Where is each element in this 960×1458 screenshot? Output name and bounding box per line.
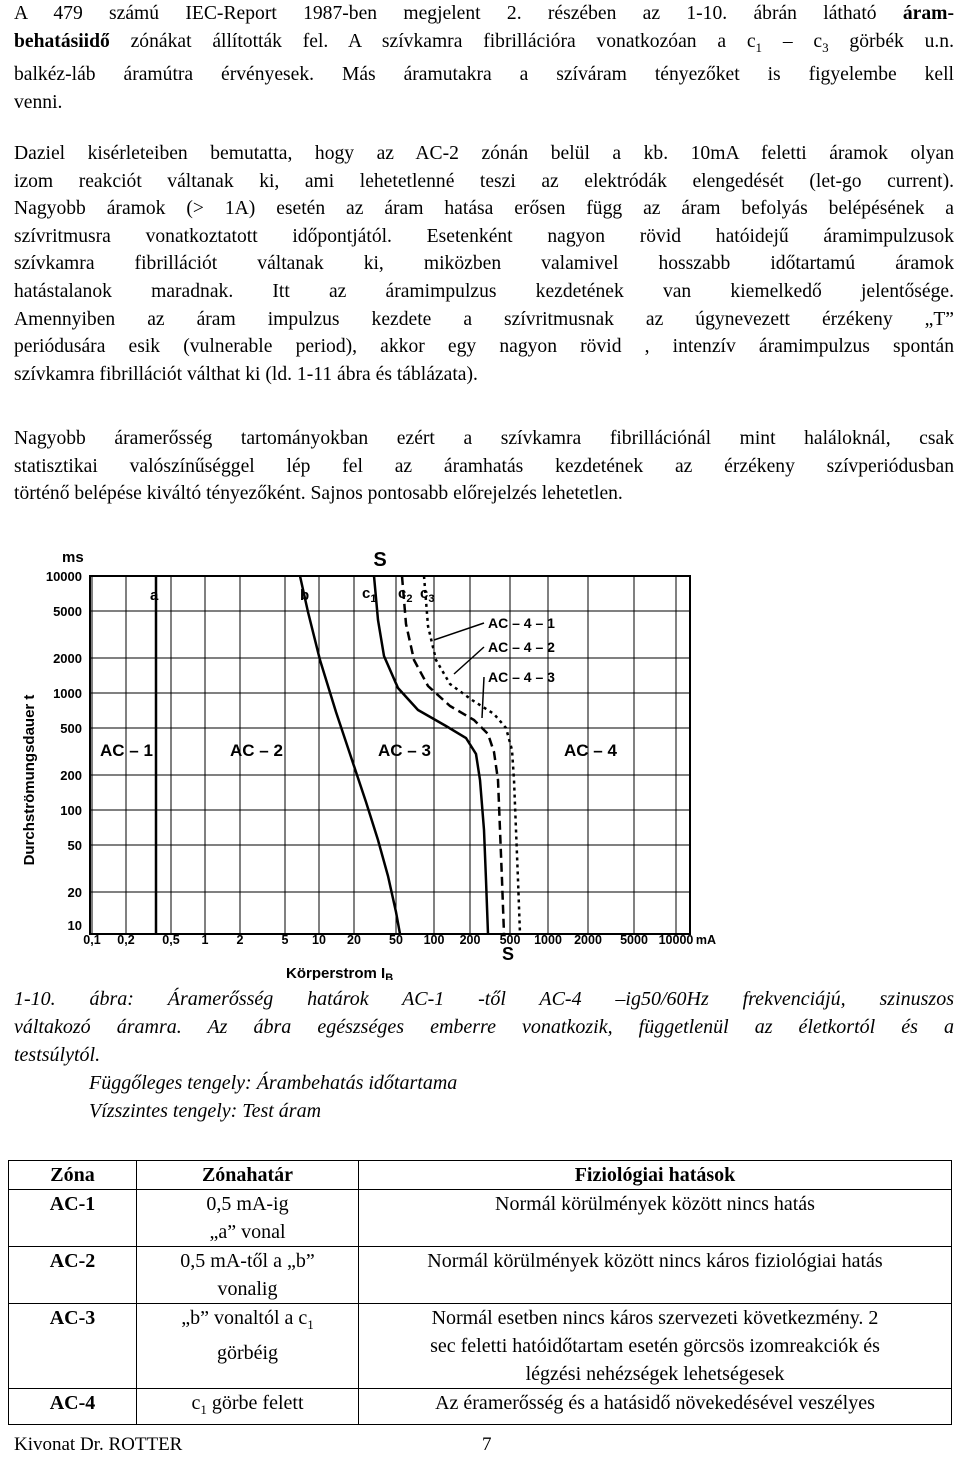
- caption-line: testsúlytól.: [14, 1044, 101, 1066]
- y-tick: 2000: [53, 651, 82, 666]
- curve-label-c2: $c_2$: [398, 585, 413, 605]
- p2-line: izom reakciót váltanak ki, ami lehetetlenné teszi az elektródák elengedését (let-go current).: [14, 170, 954, 192]
- zone-cell: AC-2: [9, 1247, 137, 1304]
- zone-cell: AC-4: [9, 1389, 137, 1425]
- y-tick: 1000: [53, 686, 82, 701]
- curve-label-a: a: [150, 587, 159, 604]
- page-footer: [14, 1434, 954, 1456]
- x-tick: 10: [312, 933, 326, 947]
- p3-line: Nagyobb áramerősség tartományokban ezért a szívkamra fibrillációnál mint haláloknál, csak: [14, 428, 954, 449]
- sub-zone-label-ac-4-3: AC – 4 – 3: [488, 669, 555, 685]
- caption-line: váltakozó áramra. Az ábra egészséges emberre vonatkozik, függetlenül az életkortól és a: [14, 1016, 954, 1038]
- figure-1-10: [14, 540, 744, 980]
- x-tick: 20: [347, 933, 361, 947]
- effect-cell: Normál körülmények között nincs hatás: [359, 1190, 952, 1247]
- x-axis-label: Körperstrom $I_B$: [286, 965, 394, 980]
- y-tick: 100: [60, 803, 82, 818]
- x-tick: 5000: [620, 933, 648, 947]
- pointer-ac-4-1: [434, 623, 484, 640]
- figure-caption: [14, 985, 954, 1125]
- limit-cell: 0,5 mA-től a „b” vonalig: [137, 1247, 359, 1304]
- curve-labels: [150, 585, 434, 605]
- caption-horizontal-axis: Vízszintes tengely: Test áram: [89, 1100, 322, 1122]
- p3-line: történő belépése kiváltó tényezőként. Sajnos pontosabb előrejelzés lehetetlen.: [14, 483, 623, 505]
- pointer-ac-4-3: [482, 677, 484, 718]
- y-tick: 10000: [45, 569, 82, 584]
- table-row: [9, 1247, 952, 1304]
- zone-table: [8, 1160, 952, 1425]
- caption-vertical-axis: Függőleges tengely: Árambehatás időtartama: [89, 1072, 458, 1094]
- table-row: [9, 1190, 952, 1247]
- y-tick: 200: [60, 768, 82, 783]
- y-tick: 20: [67, 885, 82, 900]
- zone-cell: AC-3: [9, 1304, 137, 1389]
- paragraph-3: [14, 425, 954, 508]
- effect-cell: Az éramerősség és a hatásidő növekedésével veszélyes: [359, 1389, 952, 1425]
- caption-line: 1-10. ábra: Áramerősség határok AC-1 -től AC-4 –ig50/60Hz frekvenciájú, szinuszos: [14, 988, 954, 1010]
- p1-line-2: behatásiidő zónákat állították fel. A szívkamra fibrillációra vonatkozóan a $c_1 - c_3$ görbék u.n.: [14, 30, 954, 55]
- p2-line: Daziel kisérleteiben bemutatta, hogy az AC-2 zónán belül a kb. 10mA feletti áramok olyan: [14, 143, 954, 164]
- p2-line: szívkamra fibrillációt válthat ki (ld. 1-11 ábra és táblázata).: [14, 363, 478, 385]
- y-tick: 50: [67, 838, 82, 853]
- y-unit: ms: [62, 549, 84, 566]
- zone-label-ac-4: AC – 4: [564, 741, 617, 760]
- x-tick: 100: [423, 933, 445, 947]
- y-ticks: [46, 569, 82, 933]
- paragraph-2: [14, 140, 954, 388]
- x-tick: 50: [389, 933, 403, 947]
- header-effects: Fiziológiai hatások: [359, 1161, 952, 1190]
- sub-zone-label-ac-4-2: AC – 4 – 2: [488, 639, 555, 655]
- limit-cell: „b” vonaltól a $c_1$ görbéig: [137, 1304, 359, 1389]
- effect-cell: Normál esetben nincs káros szervezeti következmény. 2 sec feletti hatóidőtartam esetén görcsös izomreakciók és légzési nehézségek lehetségesek: [359, 1304, 952, 1389]
- paragraph-1: [14, 0, 954, 116]
- p2-line: Amennyiben az áram impulzus kezdete a szívritmusnak az úgynevezett érzékeny „T”: [14, 308, 954, 330]
- x-ticks: [83, 933, 716, 947]
- x-tick: 200: [459, 933, 481, 947]
- y-tick: 5000: [53, 604, 82, 619]
- x-tick: 1000: [534, 933, 562, 947]
- y-axis-label: Durchströmungsdauer t: [21, 694, 38, 866]
- header-limit: Zónahatár: [137, 1161, 359, 1190]
- p2-line: periódusára esik (vulnerable period), akkor egy nagyon rövid , intenzív áramimpulzus spontán: [14, 336, 954, 358]
- zone-label-ac-1: AC – 1: [100, 741, 153, 760]
- x-tick: 1: [201, 933, 209, 947]
- effect-cell: Normál körülmények között nincs káros fiziológiai hatás: [359, 1247, 952, 1304]
- x-tick: 0,5: [162, 933, 180, 947]
- p3-line: statisztikai valószínűséggel lép fel az áramhatás kezdetének az érzékeny szívperiódusban: [14, 455, 954, 477]
- header-zone: Zóna: [9, 1161, 137, 1190]
- p1-line-4: venni.: [14, 91, 63, 113]
- sub-zone-label-ac-4-1: AC – 4 – 1: [488, 615, 555, 631]
- p2-line: Nagyobb áramok (> 1A) esetén az áram hatása erősen függ az áram befolyás belépésének a: [14, 198, 954, 220]
- p1-line-1: A 479 számú IEC-Report 1987-ben megjelent 2. részében az 1-10. ábrán látható áram-: [14, 3, 954, 24]
- y-tick: 10: [67, 918, 82, 933]
- zone-labels: [100, 741, 617, 760]
- p2-line: szívkamra fibrillációt váltanak ki, miközben valamivel hosszabb időtartamú áramok: [14, 253, 954, 275]
- table-header-row: [9, 1161, 952, 1190]
- zone-label-ac-3: AC – 3: [378, 741, 431, 760]
- x-tick: 2000: [574, 933, 602, 947]
- x-tick: 500: [499, 933, 521, 947]
- limit-cell: 0,5 mA-ig „a” vonal: [137, 1190, 359, 1247]
- zone-label-ac-2: AC – 2: [230, 741, 283, 760]
- s-label-bottom: S: [501, 944, 515, 964]
- x-tick: 0,2: [117, 933, 135, 947]
- curve-label-c3: $c_3$: [420, 585, 435, 605]
- x-tick: 5: [281, 933, 289, 947]
- table-row: [9, 1304, 952, 1389]
- x-unit: mA: [695, 933, 717, 947]
- x-tick: 2: [236, 933, 244, 947]
- curve-label-c1: $c_1$: [362, 585, 377, 605]
- x-tick: 0,1: [83, 933, 101, 947]
- footer-author: Kivonat Dr. ROTTER: [14, 1434, 183, 1455]
- zone-cell: AC-1: [9, 1190, 137, 1247]
- y-tick: 500: [60, 721, 82, 736]
- p2-line: hatástalanok maradnak. Itt az áramimpulzus kezdetének van kiemelkedő jelentősége.: [14, 280, 954, 302]
- limit-cell: $c_1$ görbe felett: [137, 1389, 359, 1425]
- curve-label-b: b: [300, 587, 310, 604]
- x-tick: 10000: [658, 933, 694, 947]
- s-label-top: S: [373, 549, 387, 571]
- p1-line-3: balkéz-láb áramútra érvényesek. Más áramutakra a szíváram tényezőket is figyelembe kell: [14, 64, 954, 86]
- sub-zone-labels: [488, 615, 555, 685]
- pointer-ac-4-2: [454, 647, 484, 674]
- table-row: [9, 1389, 952, 1425]
- zone-diagram: [14, 540, 744, 980]
- page-number: 7: [482, 1434, 492, 1455]
- p2-line: szívritmusra vonatkoztatott időpontjától. Esetenként nagyon rövid hatóidejű áramimpulzusok: [14, 225, 954, 247]
